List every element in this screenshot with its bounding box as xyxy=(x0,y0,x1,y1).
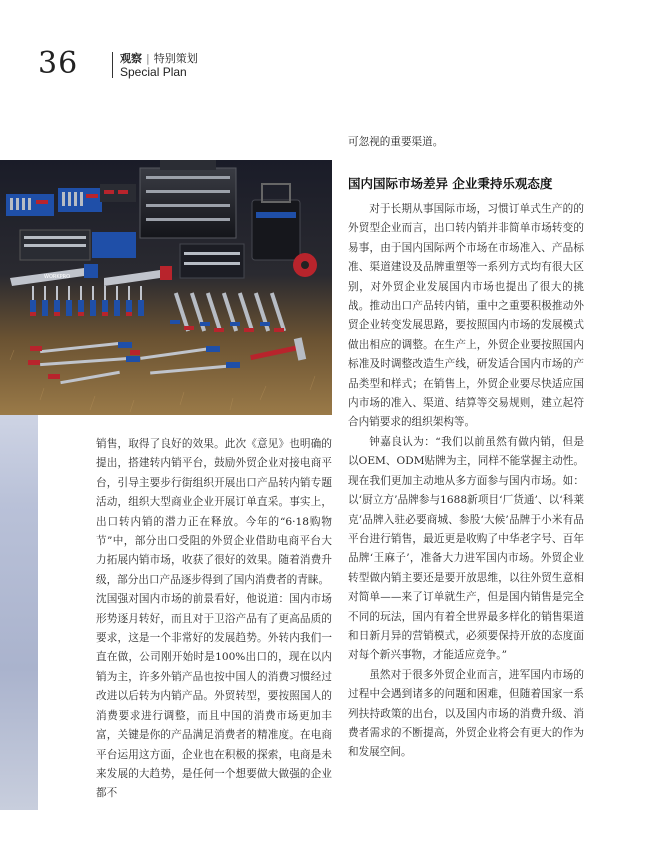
right-paragraph-1: 对于长期从事国际市场，习惯订单式生产的的外贸型企业而言，出口转内销并非简单市场转变的易事，由于国内国际两个市场在市场准入、产品标准、渠道建设及品牌重塑等一系列方式均有很大区别，对外贸企业发展国内市场也提出了很大的挑战。推动出口产品转内销，重中之重要积极推动外贸企业转变发展思路，要按照国内市场的发展模式做出相应的调整。在生产上，外贸企业要按照国内标准及时调整改造生产线，研发适合国内市场的产品类型和样式；在销售上，外贸企业要尽快适应国内市场的准入、渠道、结算等交易规则，建立起符合内销要求的组织架构等。 xyxy=(348,203,584,429)
section-label xyxy=(120,50,198,66)
continued-line: 可忽视的重要渠道。 xyxy=(348,136,444,148)
header-divider xyxy=(112,52,113,78)
tool-set-photo xyxy=(0,160,332,415)
section-separator: | xyxy=(146,52,150,65)
right-column xyxy=(348,200,584,763)
brand-mark: WORKPRO xyxy=(44,274,71,280)
right-paragraph-3: 虽然对于很多外贸企业而言，进军国内市场的过程中会遇到诸多的问题和困难，但随着国家一系列扶持政策的出台，以及国内市场的消费升级、消费者需求的不断提高，外贸企业将会有更大的作为和发展空间。 xyxy=(348,668,584,759)
page-number: 36 xyxy=(38,46,79,81)
left-column xyxy=(96,435,332,804)
left-paragraph-1: 销售，取得了良好的效果。此次《意见》也明确的提出，搭建转内销平台，鼓励外贸企业对接电商平台，引导主要步行街组织开展出口产品转内销专题活动，组织大型商业企业开展订单直采。事实上，出口转内销的潜力正在释放。今年的“6·18购物节”中，部分出口受阻的外贸企业借助电商平台大力拓展内销市场，收获了很好的效果。随着消费升级，部分出口产品逐步得到了国内消费者的青睐。 xyxy=(96,438,332,586)
left-paragraph-2: 沈国强对国内市场的前景看好，他说道：国内市场形势逐月转好，而且对于卫浴产品有了更高品质的要求，这是一个非常好的发展趋势。外转内我们一直在做，公司刚开始时是100%出口的，现在以内销为主，许多外销产品也按中国人的消费习惯经过改进以后转为内销产品。外贸转型，要按照国人的消费要求进行调整，而且中国的消费市场更加丰富，关键是你的产品满足消费者的精准度。在电商平台运用这方面，企业也在积极的探索，电商是未来发展的大趋势，是任何一个想要做大做强的企业都不 xyxy=(96,593,332,800)
section-heading: 国内国际市场差异 企业秉持乐观态度 xyxy=(348,176,553,191)
right-paragraph-2: 钟嘉良认为：“我们以前虽然有做内销，但是以OEM、ODM贴牌为主，同样不能掌握主动性。现在我们更加主动地从多方面参与国内市场。如：以‘厨立方’品牌参与1688新项目‘厂货通’、以‘科莱克’品牌入驻必要商城、参股‘大候’品牌于小米有品平台进行销售，最近更是收购了中华老字号、百年品牌‘王麻子’，准备大力进军国内市场。外贸企业转型做内销主要还是要开放思维，以往外贸生意相对简单——来了订单就生产，但是国内销售是完全不同的玩法，国内有着全世界最多样化的销售渠道和日新月异的营销模式，必须要保持开放的态度面对每个新兴事物，才能适应竞争。” xyxy=(348,435,584,662)
section-en: Special Plan xyxy=(120,65,187,79)
subsection-cn: 特别策划 xyxy=(153,52,198,65)
tool-set-illustration xyxy=(0,160,332,415)
section-cn: 观察 xyxy=(120,52,142,65)
